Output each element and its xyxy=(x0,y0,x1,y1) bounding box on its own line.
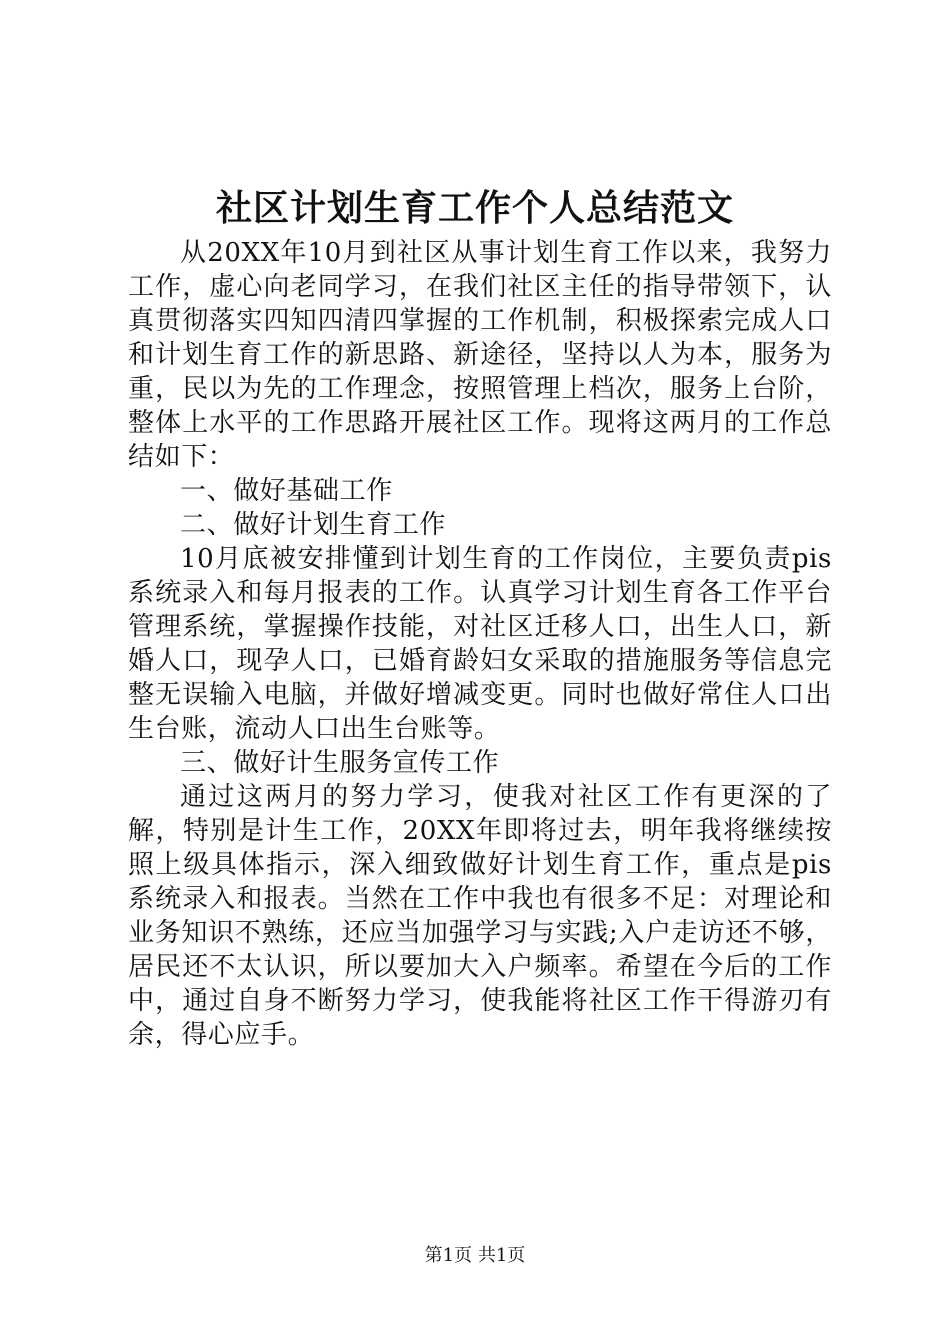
document-body xyxy=(128,236,832,1052)
paragraph-conclusion: 通过这两月的努力学习，使我对社区工作有更深的了解，特别是计生工作，20XX年即将过去，明年我将继续按照上级具体指示，深入细致做好计划生育工作，重点是pis系统录入和报表。当然在工作中我也有很多不足：对理论和业务知识不熟练，还应当加强学习与实践;入户走访还不够，居民还不太认识，所以要加大入户频率。希望在今后的工作中，通过自身不断努力学习，使我能将社区工作干得游刃有余，得心应手。 xyxy=(128,782,832,1050)
page-footer xyxy=(0,1244,950,1268)
section-heading-publicity: 三、做好计生服务宣传工作 xyxy=(180,748,500,778)
page-total: 共1页 xyxy=(477,1245,526,1266)
page-number: 第1页 xyxy=(424,1245,473,1266)
document-title: 社区计划生育工作个人总结范文 xyxy=(215,187,734,229)
section-heading-basic-work: 一、做好基础工作 xyxy=(180,476,393,506)
section-heading-family-planning: 二、做好计划生育工作 xyxy=(180,510,447,540)
paragraph-family-planning-detail: 10月底被安排懂到计划生育的工作岗位，主要负责pis系统录入和每月报表的工作。认真学习计划生育各工作平台管理系统，掌握操作技能，对社区迁移人口，出生人口，新婚人口，现孕人口，已婚育龄妇女采取的措施服务等信息完整无误输入电脑，并做好增减变更。同时也做好常住人口出生台账，流动人口出生台账等。 xyxy=(128,544,832,744)
paragraph-intro: 从20XX年10月到社区从事计划生育工作以来，我努力工作，虚心向老同学习，在我们社区主任的指导带领下，认真贯彻落实四知四清四掌握的工作机制，积极探索完成人口和计划生育工作的新思路、新途径，坚持以人为本，服务为重，民以为先的工作理念，按照管理上档次，服务上台阶，整体上水平的工作思路开展社区工作。现将这两月的工作总结如下： xyxy=(128,238,832,472)
